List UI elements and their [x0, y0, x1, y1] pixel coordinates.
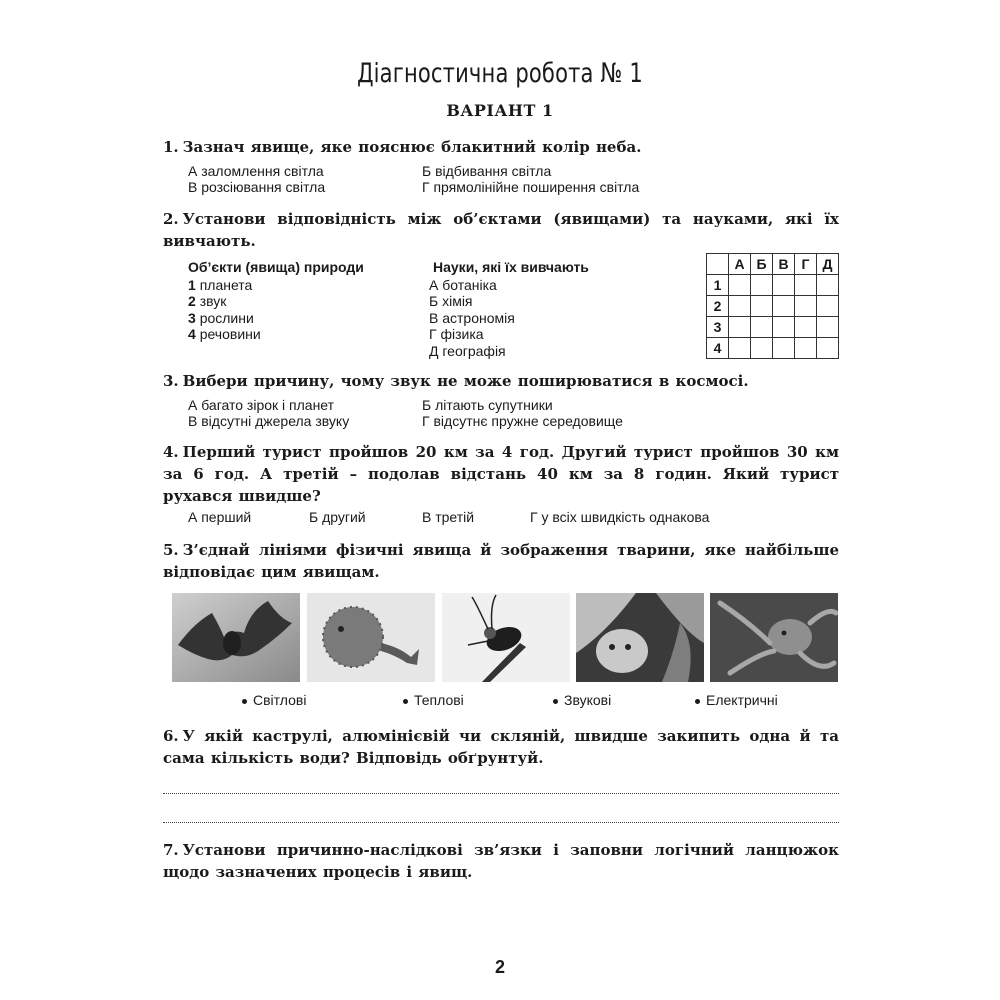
grid-cell[interactable]: [795, 275, 817, 296]
grid-cell[interactable]: [751, 275, 773, 296]
science-item-b: Б хімія: [429, 293, 473, 309]
grid-cell[interactable]: [817, 296, 839, 317]
question-text: У якій каструлі, алюмінієвій чи скляній, швидше закипить одна й та сама кількість води? Відповідь обґрунтуй.: [163, 727, 839, 767]
object-item-3: 3 рослини: [188, 310, 254, 326]
question-text: Зазнач явище, яке пояснює блакитний колір неба.: [182, 138, 642, 156]
question-3: [163, 370, 839, 392]
grid-row-header: 2: [707, 296, 729, 317]
grid-cell[interactable]: [773, 296, 795, 317]
objects-header: Об’єкти (явища) природи: [188, 259, 364, 275]
question-number: 4.: [163, 443, 179, 461]
grid-row: [707, 317, 839, 338]
grid-cell[interactable]: [729, 275, 751, 296]
grid-cell[interactable]: [751, 338, 773, 359]
sciences-header: Науки, які їх вивчають: [433, 259, 589, 275]
firefly-photo[interactable]: [442, 593, 570, 682]
grid-cell[interactable]: [795, 317, 817, 338]
bat-photo[interactable]: [172, 593, 300, 682]
q3-option-d[interactable]: Г відсутнє пружне середовище: [422, 413, 623, 429]
grid-cell[interactable]: [773, 338, 795, 359]
q4-option-d[interactable]: Г у всіх швидкість однакова: [530, 509, 710, 525]
phenomenon-electric[interactable]: Електричні: [695, 692, 778, 708]
phenomenon-sound[interactable]: Звукові: [553, 692, 611, 708]
science-item-c: В астрономія: [429, 310, 515, 326]
answer-line[interactable]: [163, 822, 839, 823]
grid-col-header: В: [773, 254, 795, 275]
question-number: 1.: [163, 138, 179, 156]
q1-option-d[interactable]: Г прямолінійне поширення світла: [422, 179, 640, 195]
phenomenon-thermal[interactable]: Теплові: [403, 692, 464, 708]
grid-row: [707, 338, 839, 359]
seal-photo[interactable]: [576, 593, 704, 682]
q3-option-c[interactable]: В відсутні джерела звуку: [188, 413, 350, 429]
grid-col-header: Д: [817, 254, 839, 275]
q1-option-b[interactable]: Б відбивання світла: [422, 163, 552, 179]
question-number: 3.: [163, 372, 179, 390]
grid-cell[interactable]: [729, 296, 751, 317]
question-1: [163, 136, 839, 158]
question-text: Перший турист пройшов 20 км за 4 год. Другий турист пройшов 30 км за 6 год. А третій – подолав відстань 40 км за 8 годин. Який турист рухався швидше?: [163, 443, 839, 505]
grid-row: [707, 275, 839, 296]
q3-option-b[interactable]: Б літають супутники: [422, 397, 553, 413]
grid-col-header: Г: [795, 254, 817, 275]
grid-cell[interactable]: [751, 296, 773, 317]
object-item-2: 2 звук: [188, 293, 227, 309]
q4-option-b[interactable]: Б другий: [309, 509, 366, 525]
grid-corner: [707, 254, 729, 275]
question-number: 2.: [163, 210, 179, 228]
question-6: [163, 725, 839, 769]
phenomenon-light[interactable]: Світлові: [242, 692, 306, 708]
grid-col-header: Б: [751, 254, 773, 275]
q4-option-a[interactable]: А перший: [188, 509, 252, 525]
question-text: Установи причинно-наслідкові зв’язки і заповни логічний ланцюжок щодо зазначених процесів і явищ.: [163, 841, 839, 881]
grid-cell[interactable]: [795, 296, 817, 317]
answer-grid: [706, 253, 839, 359]
question-number: 6.: [163, 727, 179, 745]
object-item-1: 1 планета: [188, 277, 253, 293]
grid-cell[interactable]: [773, 317, 795, 338]
grid-cell[interactable]: [817, 275, 839, 296]
grid-row: [707, 296, 839, 317]
grid-header-row: [707, 254, 839, 275]
answer-line[interactable]: [163, 793, 839, 794]
pufferfish-photo[interactable]: [307, 593, 435, 682]
object-item-4: 4 речовини: [188, 326, 261, 342]
grid-cell[interactable]: [729, 317, 751, 338]
question-number: 5.: [163, 541, 179, 559]
bullet-icon: [403, 699, 408, 704]
science-item-e: Д географія: [429, 343, 506, 359]
q1-option-a[interactable]: А заломлення світла: [188, 163, 324, 179]
grid-cell[interactable]: [795, 338, 817, 359]
question-text: З’єднай лініями фізичні явища й зображення тварини, яке найбільше відповідає цим явищам.: [163, 541, 839, 581]
grid-cell[interactable]: [773, 275, 795, 296]
octopus-photo[interactable]: [710, 593, 838, 682]
q4-option-c[interactable]: В третій: [422, 509, 475, 525]
q1-option-c[interactable]: В розсіювання світла: [188, 179, 326, 195]
question-5: [163, 539, 839, 583]
question-7: [163, 839, 839, 883]
page-title: Діагностична робота № 1: [357, 58, 643, 89]
question-text: Вибери причину, чому звук не може поширюватися в космосі.: [182, 372, 749, 390]
grid-row-header: 4: [707, 338, 729, 359]
q3-option-a[interactable]: А багато зірок і планет: [188, 397, 335, 413]
question-2: [163, 208, 839, 252]
grid-cell[interactable]: [817, 338, 839, 359]
question-4: [163, 441, 839, 507]
grid-cell[interactable]: [729, 338, 751, 359]
question-text: Установи відповідність між об’єктами (явищами) та науками, які їх вивчають.: [163, 210, 839, 250]
bullet-icon: [695, 699, 700, 704]
grid-cell[interactable]: [751, 317, 773, 338]
variant-heading: ВАРІАНТ 1: [446, 101, 554, 120]
grid-cell[interactable]: [817, 317, 839, 338]
page-number: 2: [494, 957, 505, 977]
science-item-a: А ботаніка: [429, 277, 497, 293]
grid-col-header: А: [729, 254, 751, 275]
bullet-icon: [242, 699, 247, 704]
science-item-d: Г фізика: [429, 326, 484, 342]
question-number: 7.: [163, 841, 179, 859]
bullet-icon: [553, 699, 558, 704]
grid-row-header: 3: [707, 317, 729, 338]
grid-row-header: 1: [707, 275, 729, 296]
